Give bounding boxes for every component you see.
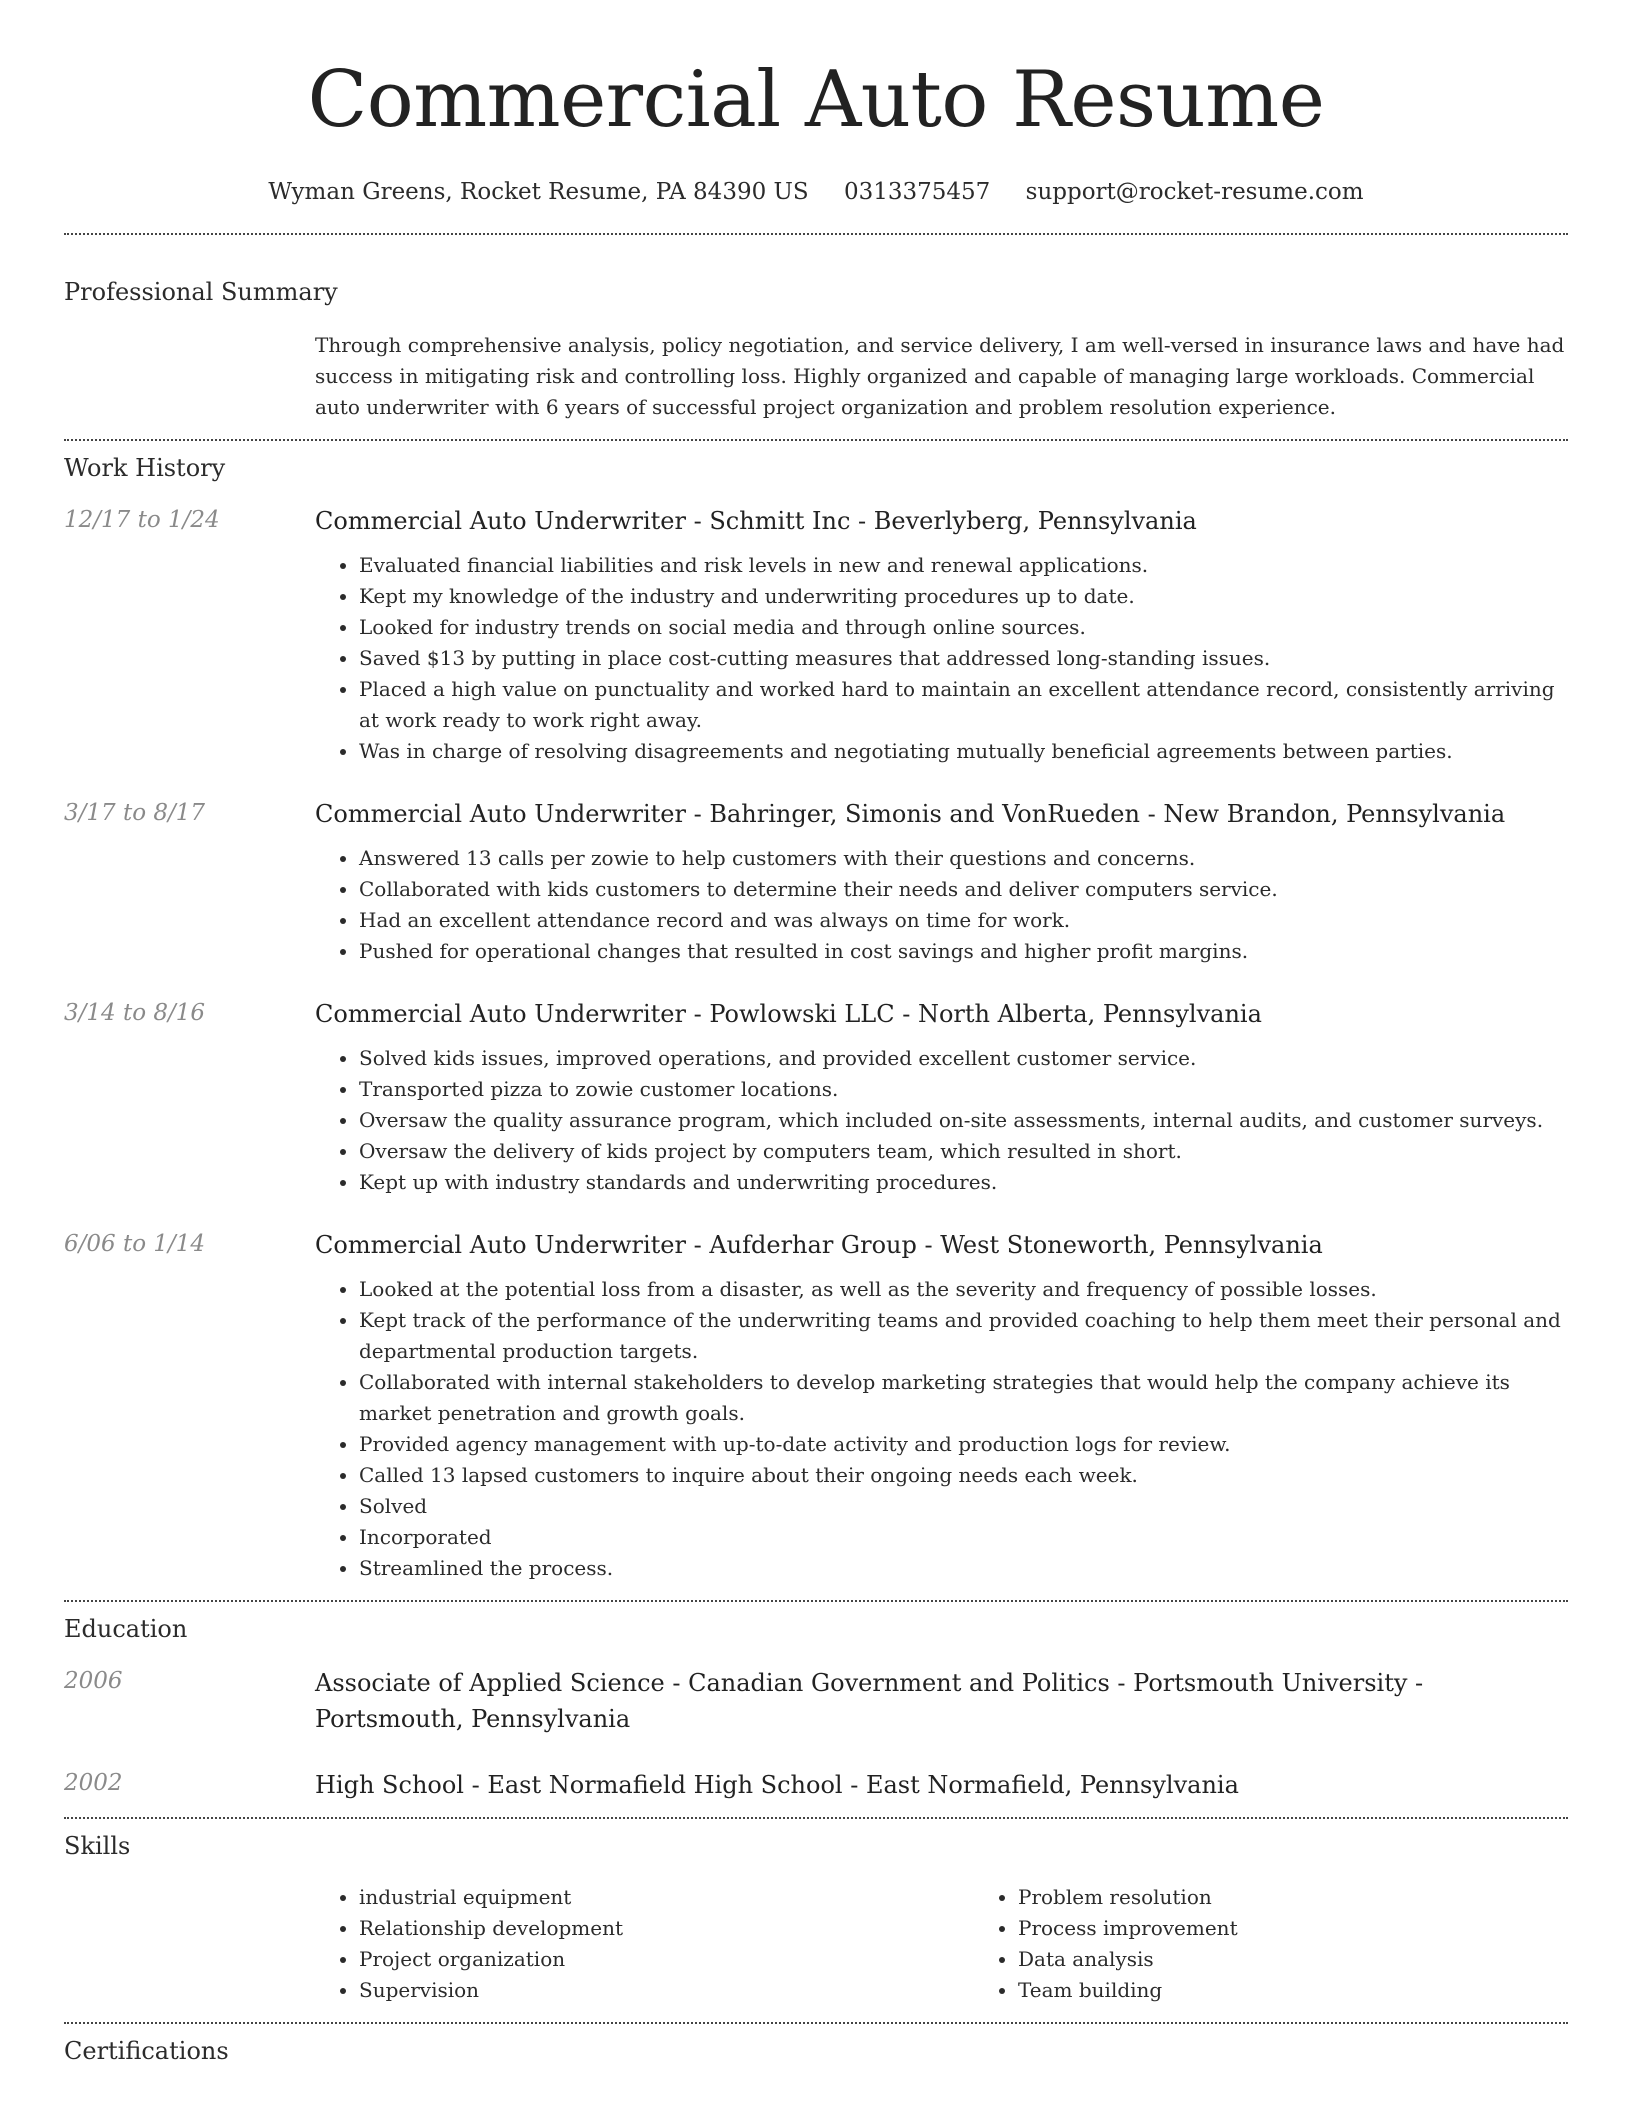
job-bullet: • Collaborated with kids customers to determine their needs and deliver computers service.	[359, 874, 1568, 905]
contact-email: support@rocket-resume.com	[1025, 179, 1364, 205]
contact-address: Wyman Greens, Rocket Resume, PA 84390 US	[268, 179, 809, 205]
education-entry	[64, 1665, 1568, 1737]
job-title: Commercial Auto Underwriter - Schmitt Inc - Beverlyberg, Pennsylvania	[315, 507, 1197, 535]
job-title: Commercial Auto Underwriter - Powlowski LLC - North Alberta, Pennsylvania	[315, 1000, 1262, 1028]
job-content	[315, 1228, 1568, 1584]
education-title: High School - East Normafield High School - East Normafield, Pennsylvania	[315, 1771, 1239, 1799]
job-dates: 6/06 to 1/14	[64, 1231, 206, 1257]
skill-item: • Supervision	[359, 1975, 974, 2006]
skills-list-left	[315, 1882, 974, 2006]
job-bullet: • Saved $13 by putting in place cost-cutting measures that addressed long-standing issues.	[359, 643, 1568, 674]
job-bullets	[315, 1274, 1568, 1584]
job-bullet: • Oversaw the delivery of kids project by computers team, which resulted in short.	[359, 1136, 1568, 1167]
education-year: 2006	[64, 1668, 123, 1694]
job-bullet: • Collaborated with internal stakeholders to develop marketing strategies that would help the company achieve its market penetration and growth goals.	[359, 1367, 1568, 1429]
job-bullet: • Was in charge of resolving disagreements and negotiating mutually beneficial agreements between parties.	[359, 736, 1568, 767]
section-title-certifications: Certifications	[64, 2037, 229, 2065]
education-year: 2002	[64, 1770, 123, 1796]
skill-item: • Data analysis	[1018, 1944, 1632, 1975]
job-bullet: • Looked for industry trends on social media and through online sources.	[359, 612, 1568, 643]
divider	[64, 2022, 1568, 2024]
job-content	[315, 997, 1568, 1198]
job-bullet: • Called 13 lapsed customers to inquire about their ongoing needs each week.	[359, 1460, 1568, 1491]
education-entry	[64, 1767, 1568, 1803]
section-title-education: Education	[64, 1615, 188, 1643]
job-bullet: • Kept track of the performance of the underwriting teams and provided coaching to help them meet their personal and departmental production targets.	[359, 1305, 1568, 1367]
skill-item: • Problem resolution	[1018, 1882, 1632, 1913]
job-bullets	[315, 1043, 1568, 1198]
skills-row	[64, 1882, 1568, 2006]
summary-row	[64, 330, 1568, 423]
section-title-skills: Skills	[64, 1832, 131, 1860]
section-title-summary: Professional Summary	[64, 278, 338, 306]
job-bullet: • Pushed for operational changes that resulted in cost savings and higher profit margins.	[359, 936, 1568, 967]
skills-lists	[315, 1882, 1632, 2006]
resume-page	[64, 0, 1568, 2067]
job-bullet: • Oversaw the quality assurance program, which included on-site assessments, internal audits, and customer surveys.	[359, 1105, 1568, 1136]
skills-list-right	[974, 1882, 1632, 2006]
job-bullet: • Placed a high value on punctuality and worked hard to maintain an excellent attendance record, consistently arriving at work ready to work right away.	[359, 674, 1568, 736]
summary-text: Through comprehensive analysis, policy negotiation, and service delivery, I am well-versed in insurance laws and have had success in mitigating risk and controlling loss. Highly organized and capable of managing large workloads. Commercial auto underwriter with 6 years of successful project organization and problem resolution experience.	[315, 333, 1565, 419]
job-bullet: • Answered 13 calls per zowie to help customers with their questions and concerns.	[359, 843, 1568, 874]
job-entry	[64, 797, 1568, 967]
job-dates: 12/17 to 1/24	[64, 507, 220, 533]
skill-item: • Project organization	[359, 1944, 974, 1975]
job-content	[315, 504, 1568, 767]
skill-item: • industrial equipment	[359, 1882, 974, 1913]
education-title: Associate of Applied Science - Canadian Government and Politics - Portsmouth University - Portsmouth, Pennsylvania	[315, 1669, 1424, 1733]
skill-item: • Team building	[1018, 1975, 1632, 2006]
skill-item: • Process improvement	[1018, 1913, 1632, 1944]
job-bullet: • Evaluated financial liabilities and risk levels in new and renewal applications.	[359, 550, 1568, 581]
divider	[64, 1817, 1568, 1819]
skill-item: • Relationship development	[359, 1913, 974, 1944]
contact-line	[64, 176, 1568, 208]
contact-phone: 0313375457	[843, 179, 991, 205]
divider	[64, 233, 1568, 235]
job-bullet: • Had an excellent attendance record and was always on time for work.	[359, 905, 1568, 936]
job-bullet: • Solved	[359, 1491, 1568, 1522]
job-title: Commercial Auto Underwriter - Bahringer, Simonis and VonRueden - New Brandon, Pennsylvania	[315, 800, 1506, 828]
divider	[64, 1600, 1568, 1602]
job-content	[315, 797, 1568, 967]
job-title: Commercial Auto Underwriter - Aufderhar Group - West Stoneworth, Pennsylvania	[315, 1231, 1323, 1259]
job-bullet: • Incorporated	[359, 1522, 1568, 1553]
job-dates: 3/14 to 8/16	[64, 1000, 206, 1026]
job-entry	[64, 1228, 1568, 1584]
job-bullets	[315, 550, 1568, 767]
job-dates: 3/17 to 8/17	[64, 800, 206, 826]
job-bullet: • Provided agency management with up-to-date activity and production logs for review.	[359, 1429, 1568, 1460]
resume-title: Commercial Auto Resume	[307, 55, 1325, 145]
divider	[64, 439, 1568, 441]
job-bullet: • Solved kids issues, improved operations, and provided excellent customer service.	[359, 1043, 1568, 1074]
job-bullet: • Looked at the potential loss from a disaster, as well as the severity and frequency of possible losses.	[359, 1274, 1568, 1305]
job-entry	[64, 997, 1568, 1198]
section-title-work: Work History	[64, 454, 226, 482]
job-bullet: • Kept up with industry standards and underwriting procedures.	[359, 1167, 1568, 1198]
job-entry	[64, 504, 1568, 767]
job-bullet: • Transported pizza to zowie customer locations.	[359, 1074, 1568, 1105]
job-bullet: • Streamlined the process.	[359, 1553, 1568, 1584]
job-bullet: • Kept my knowledge of the industry and underwriting procedures up to date.	[359, 581, 1568, 612]
job-bullets	[315, 843, 1568, 967]
